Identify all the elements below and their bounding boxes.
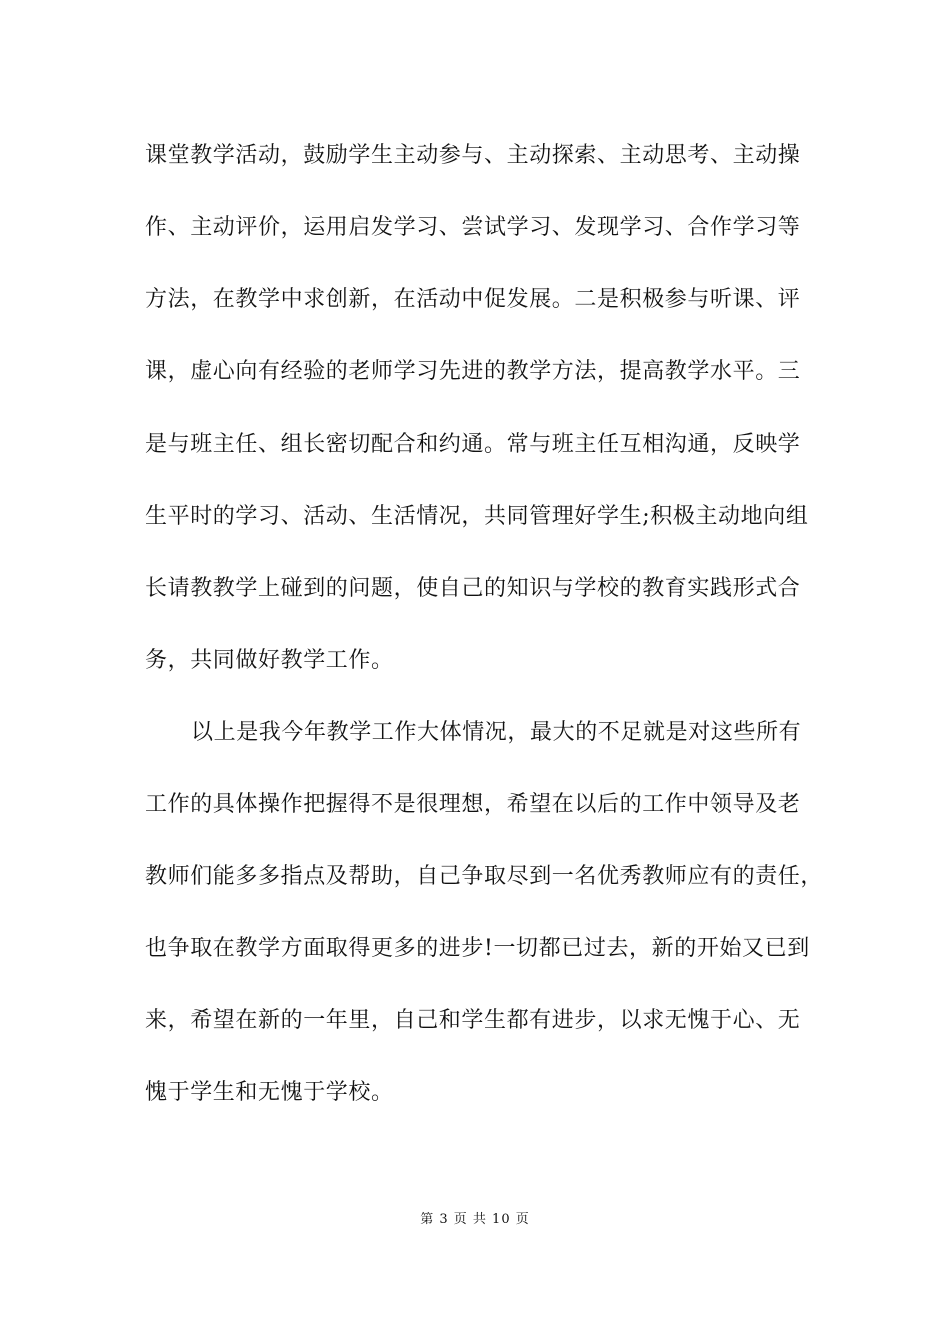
paragraph-line: 以上是我今年教学工作大体情况，最大的不足就是对这些所有 [191,720,802,745]
paragraph-line: 课堂教学活动，鼓励学生主动参与、主动探索、主动思考、主动操 [145,143,801,168]
paragraph-line: 课，虚心向有经验的老师学习先进的教学方法，提高教学水平。三 [145,359,801,384]
paragraph-line: 长请教教学上碰到的问题，使自己的知识与学校的教育实践形式合 [145,576,801,601]
page-number-footer: 第 3 页 共 10 页 [420,1212,530,1227]
paragraph-line: 务，共同做好教学工作。 [145,648,394,673]
paragraph-line: 来，希望在新的一年里，自己和学生都有进步，以求无愧于心、无 [145,1008,801,1033]
paragraph-line: 也争取在教学方面取得更多的进步!一切都已过去，新的开始又已到 [145,936,810,961]
paragraph-line: 教师们能多多指点及帮助，自己争取尽到一名优秀教师应有的责任， [145,864,824,889]
paragraph-line: 作、主动评价，运用启发学习、尝试学习、发现学习、合作学习等 [145,215,801,240]
paragraph-line: 愧于学生和无愧于学校。 [145,1080,394,1105]
paragraph-line: 生平时的学习、活动、生活情况，共同管理好学生;积极主动地向组 [145,504,809,529]
paragraph-line: 工作的具体操作把握得不是很理想，希望在以后的工作中领导及老 [145,792,801,817]
paragraph-line: 是与班主任、组长密切配合和约通。常与班主任互相沟通，反映学 [145,432,801,457]
paragraph-line: 方法，在教学中求创新，在活动中促发展。二是积极参与听课、评 [145,287,801,312]
